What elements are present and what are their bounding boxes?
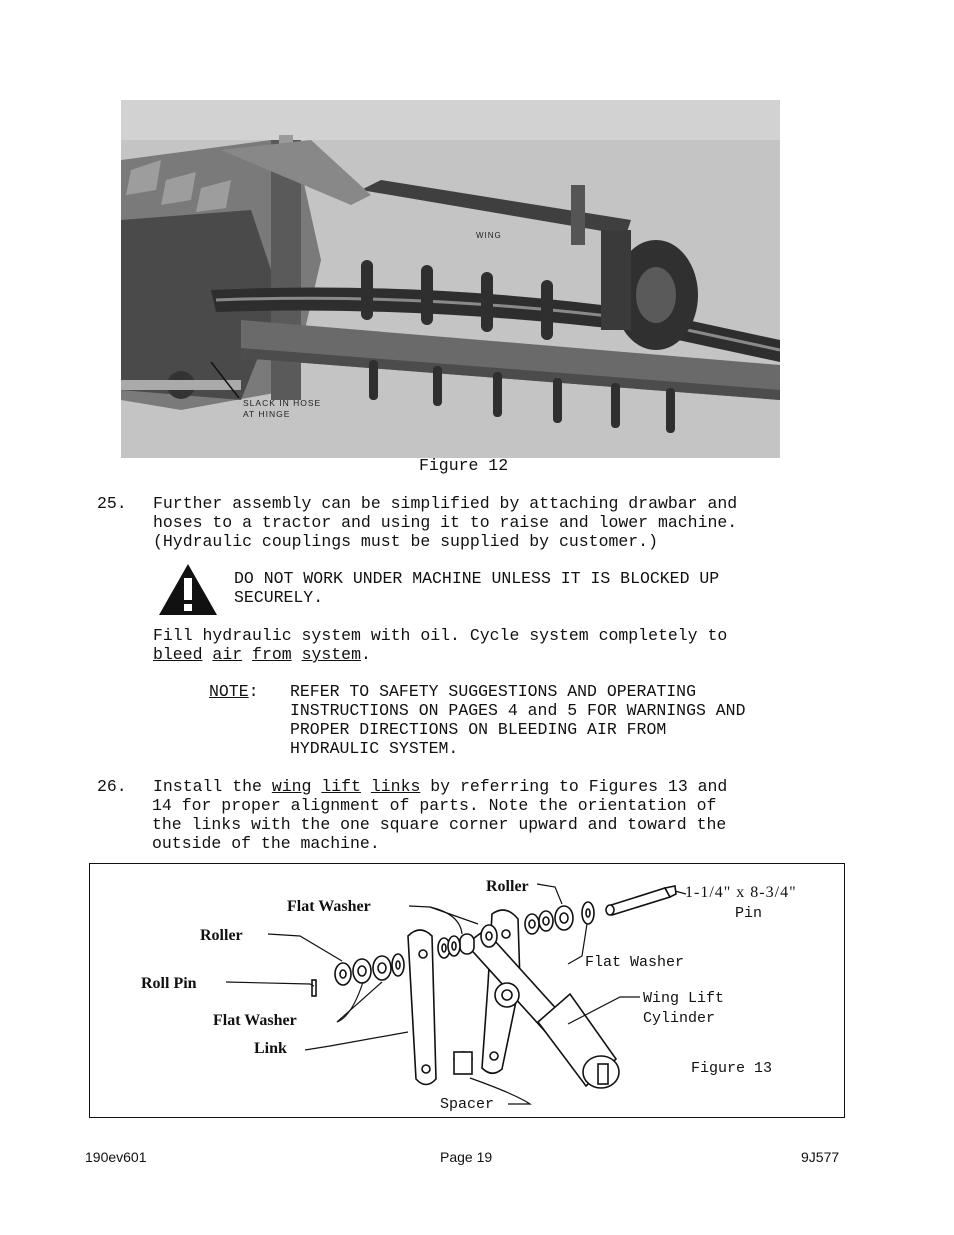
note-line-3: PROPER DIRECTIONS ON BLEEDING AIR FROM	[290, 720, 667, 739]
fill-line-2	[153, 645, 371, 664]
links-word: links	[370, 777, 421, 796]
air-word: air	[212, 645, 243, 664]
label-cylinder: Cylinder	[643, 1010, 716, 1027]
wing-word: wing	[271, 777, 312, 796]
label-wing: WING	[476, 231, 502, 240]
bleed-word: bleed	[153, 645, 203, 664]
label-wing-lift: Wing Lift	[643, 990, 725, 1007]
label-pin-size: 1-1/4" x 8-3/4"	[685, 884, 797, 901]
figure-13-caption: Figure 13	[691, 1060, 773, 1077]
figure-12-photo	[121, 100, 780, 458]
label-at-hinge: AT HINGE	[243, 409, 291, 419]
label-link: Link	[254, 1040, 287, 1057]
step-25-line-2: hoses to a tractor and using it to raise and lower machine.	[153, 513, 738, 532]
label-flat-washer-right: Flat Washer	[585, 954, 685, 971]
warning-line-2: SECURELY.	[234, 588, 324, 607]
step-26-post: by referring to Figures 13 and	[420, 777, 728, 796]
figure-13-box	[89, 863, 845, 1118]
step-26-number: 26.	[97, 777, 127, 796]
step-25-number: 25.	[97, 494, 127, 513]
label-flat-washer-left: Flat Washer	[213, 1012, 297, 1029]
step-26-pre: Install the	[153, 777, 272, 796]
warning-triangle-icon	[157, 562, 219, 617]
note-line-4: HYDRAULIC SYSTEM.	[290, 739, 459, 758]
note-colon: :	[248, 682, 259, 701]
label-pin: Pin	[735, 905, 763, 922]
step-25-line-1: Further assembly can be simplified by attaching drawbar and	[153, 494, 738, 513]
step-26-line-2: 14 for proper alignment of parts. Note the orientation of	[152, 796, 717, 815]
note-label	[209, 682, 259, 701]
label-roller-left: Roller	[200, 927, 243, 944]
fill-period: .	[360, 645, 371, 664]
note-line-1: REFER TO SAFETY SUGGESTIONS AND OPERATING	[290, 682, 696, 701]
footer-page-number: Page 19	[440, 1149, 493, 1165]
label-roll-pin: Roll Pin	[141, 975, 197, 992]
system-word: system	[301, 645, 361, 664]
warning-line-1: DO NOT WORK UNDER MACHINE UNLESS IT IS BLOCKED UP	[234, 569, 720, 588]
note-word: NOTE	[209, 682, 249, 701]
footer-doc-id: 190ev601	[85, 1149, 147, 1165]
from-word: from	[252, 645, 292, 664]
label-slack-in-hose: SLACK IN HOSE	[243, 398, 322, 408]
label-roller-top: Roller	[486, 878, 529, 895]
note-line-2: INSTRUCTIONS ON PAGES 4 and 5 FOR WARNINGS AND	[290, 701, 746, 720]
label-spacer: Spacer	[440, 1096, 495, 1113]
figure-12-caption: Figure 12	[419, 456, 509, 475]
fill-line-1: Fill hydraulic system with oil. Cycle system completely to	[153, 626, 728, 645]
label-flat-washer-top: Flat Washer	[287, 898, 371, 915]
step-26-line-4: outside of the machine.	[152, 834, 380, 853]
footer-code: 9J577	[801, 1149, 840, 1165]
lift-word: lift	[321, 777, 361, 796]
step-26-line-1	[153, 777, 727, 796]
step-26-line-3: the links with the one square corner upward and toward the	[152, 815, 727, 834]
step-25-line-3: (Hydraulic couplings must be supplied by customer.)	[153, 532, 658, 551]
machine-wing-photo	[121, 100, 780, 458]
